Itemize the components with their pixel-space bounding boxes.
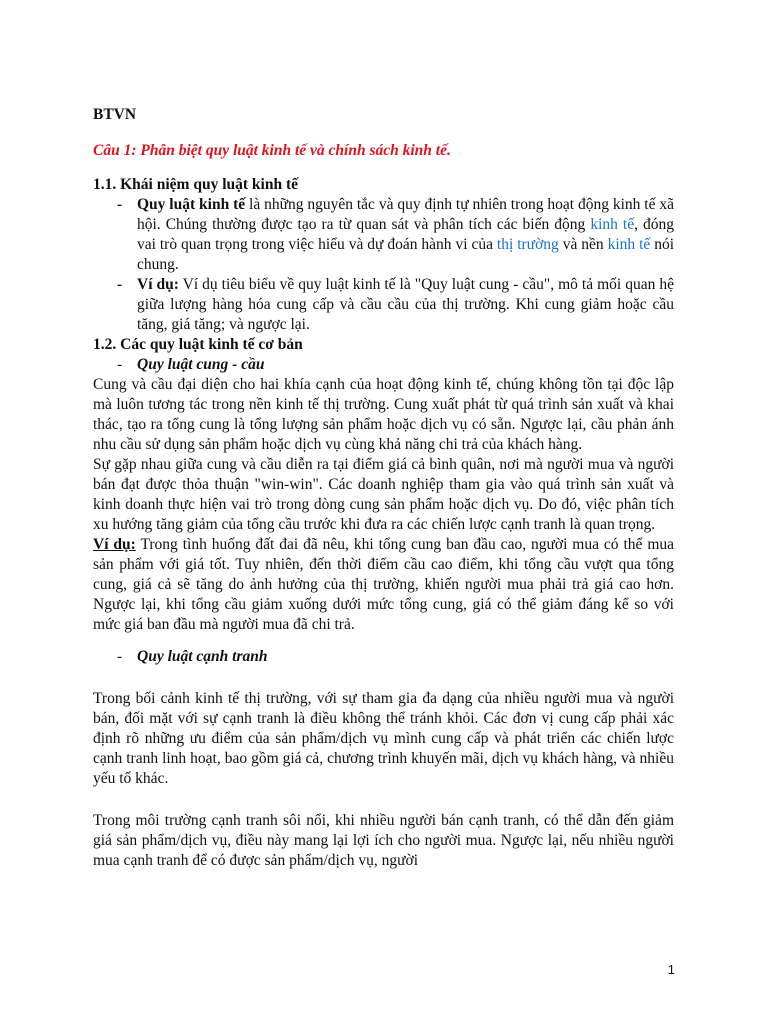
- subheading-text: Quy luật cạnh tranh: [137, 648, 268, 665]
- spacer: [93, 635, 674, 647]
- link-kinh-te[interactable]: kinh tế: [590, 216, 635, 233]
- text-run: nói chung.: [137, 236, 675, 273]
- text-run: là những nguyên tắc và quy định tự nhiên trong hoạt động kinh tế xã hội. Chúng thường được tạo ra từ quan sát và phân tích các biến động: [137, 196, 674, 233]
- question-heading: Câu 1: Phân biệt quy luật kinh tế và chính sách kinh tế.: [93, 142, 451, 159]
- paragraph-2: Sự gặp nhau giữa cung và cầu diễn ra tại điểm giá cả bình quân, nơi mà người mua và người bán đạt được thỏa thuận "win-win". Các doanh nghiệp tham gia vào quá trình sản xuất và kinh doanh thực hiện vai trò trong dòng cung sản phẩm hoặc dịch vụ. Do đó, việc phân tích xu hướng tăng giảm của tổng cầu trước khi đưa ra các chiến lược cạnh tranh là quan trọng.: [93, 456, 674, 533]
- term-bold: Quy luật kinh tế: [137, 196, 246, 213]
- paragraph-1: Cung và cầu đại diện cho hai khía cạnh của hoạt động kinh tế, chúng không tồn tại độc lập mà luôn tương tác trong nền kinh tế thị trường. Cung xuất phát từ quá trình sản xuất và khai thác, tạo ra tổng cung là tổng lượng sản phẩm hoặc dịch vụ có sẵn. Ngược lại, cầu phản ánh nhu cầu sử dụng sản phẩm hoặc dịch vụ cùng khả năng chi trả của khách hàng.: [93, 376, 674, 453]
- example-label: Ví dụ:: [93, 536, 136, 553]
- subheading-text: Quy luật cung - cầu: [137, 356, 265, 373]
- link-thi-truong[interactable]: thị trường: [496, 236, 559, 253]
- subheading-competition: [93, 647, 674, 667]
- spacer: [93, 789, 674, 811]
- bullet-example-text: [137, 275, 674, 335]
- dash-bullet: -: [117, 276, 123, 293]
- paragraph-3: Trong bối cảnh kinh tế thị trường, với sự tham gia đa dạng của nhiều người mua và người bán, đối mặt với sự cạnh tranh là điều không thể tránh khỏi. Các đơn vị cung cấp phải xác định rõ những ưu điểm của sản phẩm/dịch vụ mình cung cấp và phát triển các chiến lược cạnh tranh linh hoạt, bao gồm giá cả, chương trình khuyến mãi, dịch vụ khách hàng, và nhiều yếu tố khác.: [93, 690, 674, 787]
- bullet-definition-text: [137, 195, 674, 275]
- dash-bullet: -: [117, 648, 123, 665]
- text-run: Trong tình huống đất đai đã nêu, khi tổng cung ban đầu cao, người mua có thể mua sản phẩm với giá tốt. Tuy nhiên, đến thời điểm cầu cao điểm, khi tổng cầu vượt qua tổng cung, giá cả sẽ tăng do ảnh hưởng của thị trường, khiến người mua phải trả giá cao hơn. Ngược lại, khi tổng cầu giảm xuống dưới mức tổng cung, giá có thể giảm đáng kể so với mức giá ban đầu mà người mua đã chi trả.: [93, 536, 674, 633]
- text-run: và nền: [558, 236, 608, 253]
- doc-title: BTVN: [93, 106, 137, 123]
- dash-bullet: -: [117, 356, 123, 373]
- link-kinh-te-2[interactable]: kinh tế: [607, 236, 651, 253]
- bullet-definition: [93, 195, 674, 275]
- section-1-2-heading: 1.2. Các quy luật kinh tế cơ bản: [93, 336, 303, 353]
- subheading-supply-demand: [93, 355, 674, 375]
- spacer: [93, 667, 674, 689]
- text-run: , đóng vai trò quan trọng trong việc hiểu và dự đoán hành vi của: [137, 216, 675, 253]
- document-page: [93, 105, 674, 871]
- page-number: 1: [667, 962, 675, 977]
- example-paragraph: [93, 535, 674, 635]
- section-1-1-heading: 1.1. Khái niệm quy luật kinh tế: [93, 176, 298, 193]
- dash-bullet: -: [117, 196, 123, 213]
- text-run: Ví dụ tiêu biểu về quy luật kinh tế là "Quy luật cung - cầu", mô tả mối quan hệ giữa lượng hàng hóa cung cấp và cầu cầu của thị trường. Khi cung giảm hoặc cầu tăng, giá tăng; và ngược lại.: [137, 276, 674, 333]
- example-label: Ví dụ:: [137, 276, 179, 293]
- bullet-example: [93, 275, 674, 335]
- paragraph-4: Trong môi trường cạnh tranh sôi nổi, khi nhiều người bán cạnh tranh, có thể dẫn đến giảm giá sản phẩm/dịch vụ, điều này mang lại lợi ích cho người mua. Ngược lại, nếu nhiều người mua cạnh tranh để có được sản phẩm/dịch vụ, người: [93, 812, 674, 869]
